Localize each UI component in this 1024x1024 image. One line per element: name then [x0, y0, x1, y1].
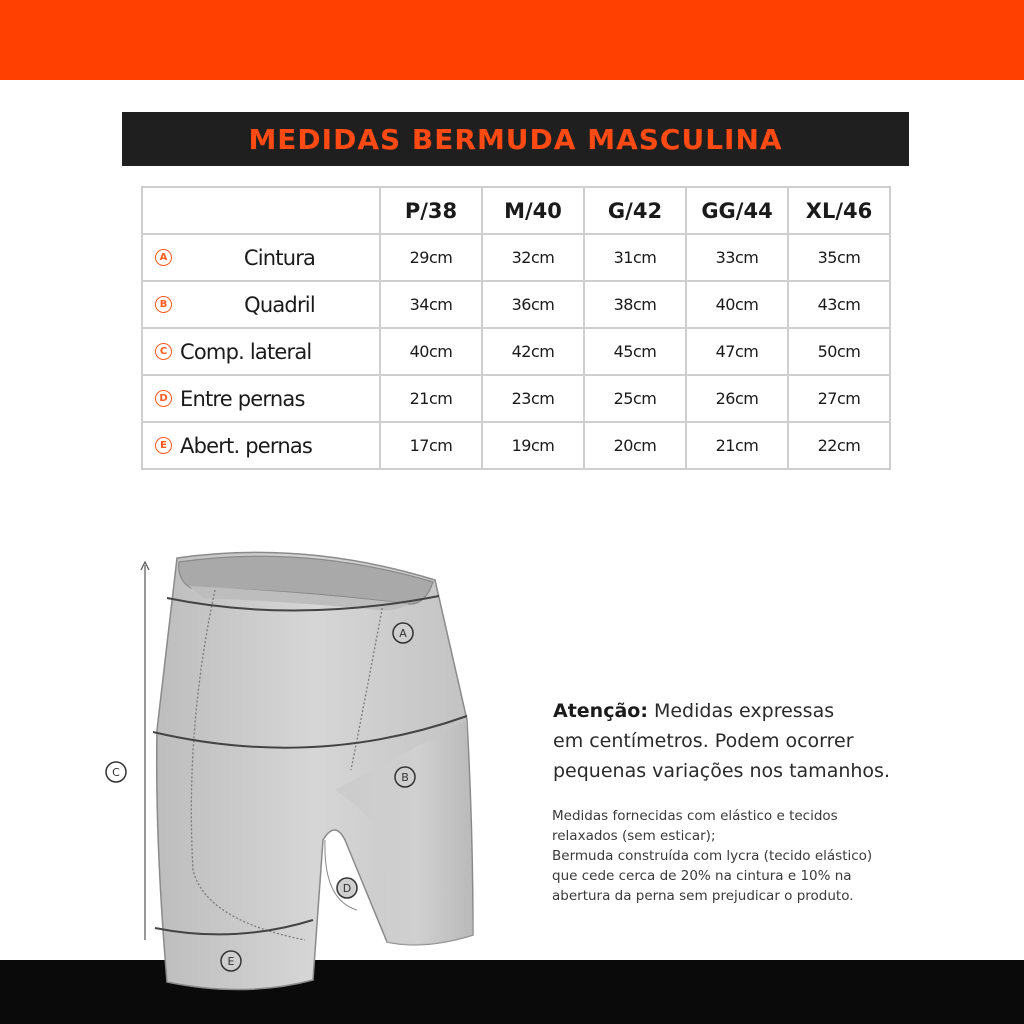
- table-cell: 35cm: [788, 234, 890, 281]
- marker-d-icon: D: [155, 390, 172, 407]
- marker-a: [393, 623, 413, 643]
- measure-label-cell: [142, 422, 380, 469]
- table-cell: 29cm: [380, 234, 482, 281]
- svg-text:D: D: [342, 882, 352, 895]
- fabric-note-line: Medidas fornecidas com elástico e tecidos: [552, 808, 838, 824]
- attention-line-3: pequenas variações nos tamanhos.: [553, 760, 890, 782]
- table-cell: 23cm: [482, 375, 584, 422]
- measure-label-cell: [142, 328, 380, 375]
- table-cell: 31cm: [584, 234, 686, 281]
- marker-b: [395, 767, 415, 787]
- measure-label-cell: [142, 281, 380, 328]
- table-cell: 25cm: [584, 375, 686, 422]
- table-cell: 38cm: [584, 281, 686, 328]
- measure-label: Comp. lateral: [180, 339, 312, 364]
- measure-label-cell: [142, 375, 380, 422]
- attention-line-1: [553, 696, 973, 726]
- attention-note: [553, 696, 973, 786]
- svg-text:B: B: [401, 771, 409, 784]
- marker-c-icon: C: [155, 343, 172, 360]
- size-table: [141, 186, 891, 470]
- table-cell: 45cm: [584, 328, 686, 375]
- table-cell: 26cm: [686, 375, 788, 422]
- fabric-note-line: abertura da perna sem prejudicar o produto.: [552, 888, 854, 904]
- size-header: GG/44: [686, 187, 788, 234]
- table-cell: 22cm: [788, 422, 890, 469]
- size-header: XL/46: [788, 187, 890, 234]
- top-accent-band: [0, 0, 1024, 80]
- measure-label: Quadril: [244, 292, 315, 317]
- title-banner: [122, 112, 909, 166]
- fabric-note: [552, 806, 972, 906]
- measure-label: Abert. pernas: [180, 433, 313, 458]
- table-cell: 33cm: [686, 234, 788, 281]
- attention-label: Atenção:: [553, 700, 648, 722]
- measure-label: Cintura: [243, 245, 316, 270]
- table-header-row: [142, 187, 890, 234]
- shorts-diagram: [95, 540, 495, 1024]
- table-row: [142, 422, 890, 469]
- size-header: P/38: [380, 187, 482, 234]
- table-cell: 21cm: [380, 375, 482, 422]
- marker-d: [337, 878, 357, 898]
- fabric-note-line: relaxados (sem esticar);: [552, 828, 716, 844]
- table-cell: 20cm: [584, 422, 686, 469]
- table-cell: 40cm: [686, 281, 788, 328]
- table-cell: 47cm: [686, 328, 788, 375]
- table-cell: 19cm: [482, 422, 584, 469]
- svg-text:E: E: [227, 955, 235, 968]
- marker-a-icon: A: [155, 249, 172, 266]
- attention-line-2: em centímetros. Podem ocorrer: [553, 730, 854, 752]
- table-row: [142, 281, 890, 328]
- marker-e: [221, 951, 241, 971]
- table-cell: 17cm: [380, 422, 482, 469]
- table-cell: 27cm: [788, 375, 890, 422]
- table-cell: 40cm: [380, 328, 482, 375]
- marker-e-icon: E: [155, 437, 172, 454]
- page-title: MEDIDAS BERMUDA MASCULINA: [248, 122, 783, 156]
- table-cell: 50cm: [788, 328, 890, 375]
- marker-c: [106, 762, 126, 782]
- size-header: G/42: [584, 187, 686, 234]
- table-cell: 32cm: [482, 234, 584, 281]
- measure-label-cell: [142, 234, 380, 281]
- marker-b-icon: B: [155, 296, 172, 313]
- header-empty-cell: [142, 187, 380, 234]
- table-cell: 42cm: [482, 328, 584, 375]
- svg-text:C: C: [112, 766, 120, 779]
- fabric-note-line: que cede cerca de 20% na cintura e 10% na: [552, 868, 852, 884]
- table-cell: 21cm: [686, 422, 788, 469]
- table-cell: 36cm: [482, 281, 584, 328]
- attention-text: Medidas expressas: [647, 700, 835, 722]
- table-row: [142, 234, 890, 281]
- fabric-note-line: Bermuda construída com lycra (tecido elástico): [552, 848, 873, 864]
- size-header: M/40: [482, 187, 584, 234]
- svg-text:A: A: [399, 627, 407, 640]
- table-cell: 43cm: [788, 281, 890, 328]
- table-row: [142, 328, 890, 375]
- table-row: [142, 375, 890, 422]
- measure-label: Entre pernas: [180, 386, 305, 411]
- table-cell: 34cm: [380, 281, 482, 328]
